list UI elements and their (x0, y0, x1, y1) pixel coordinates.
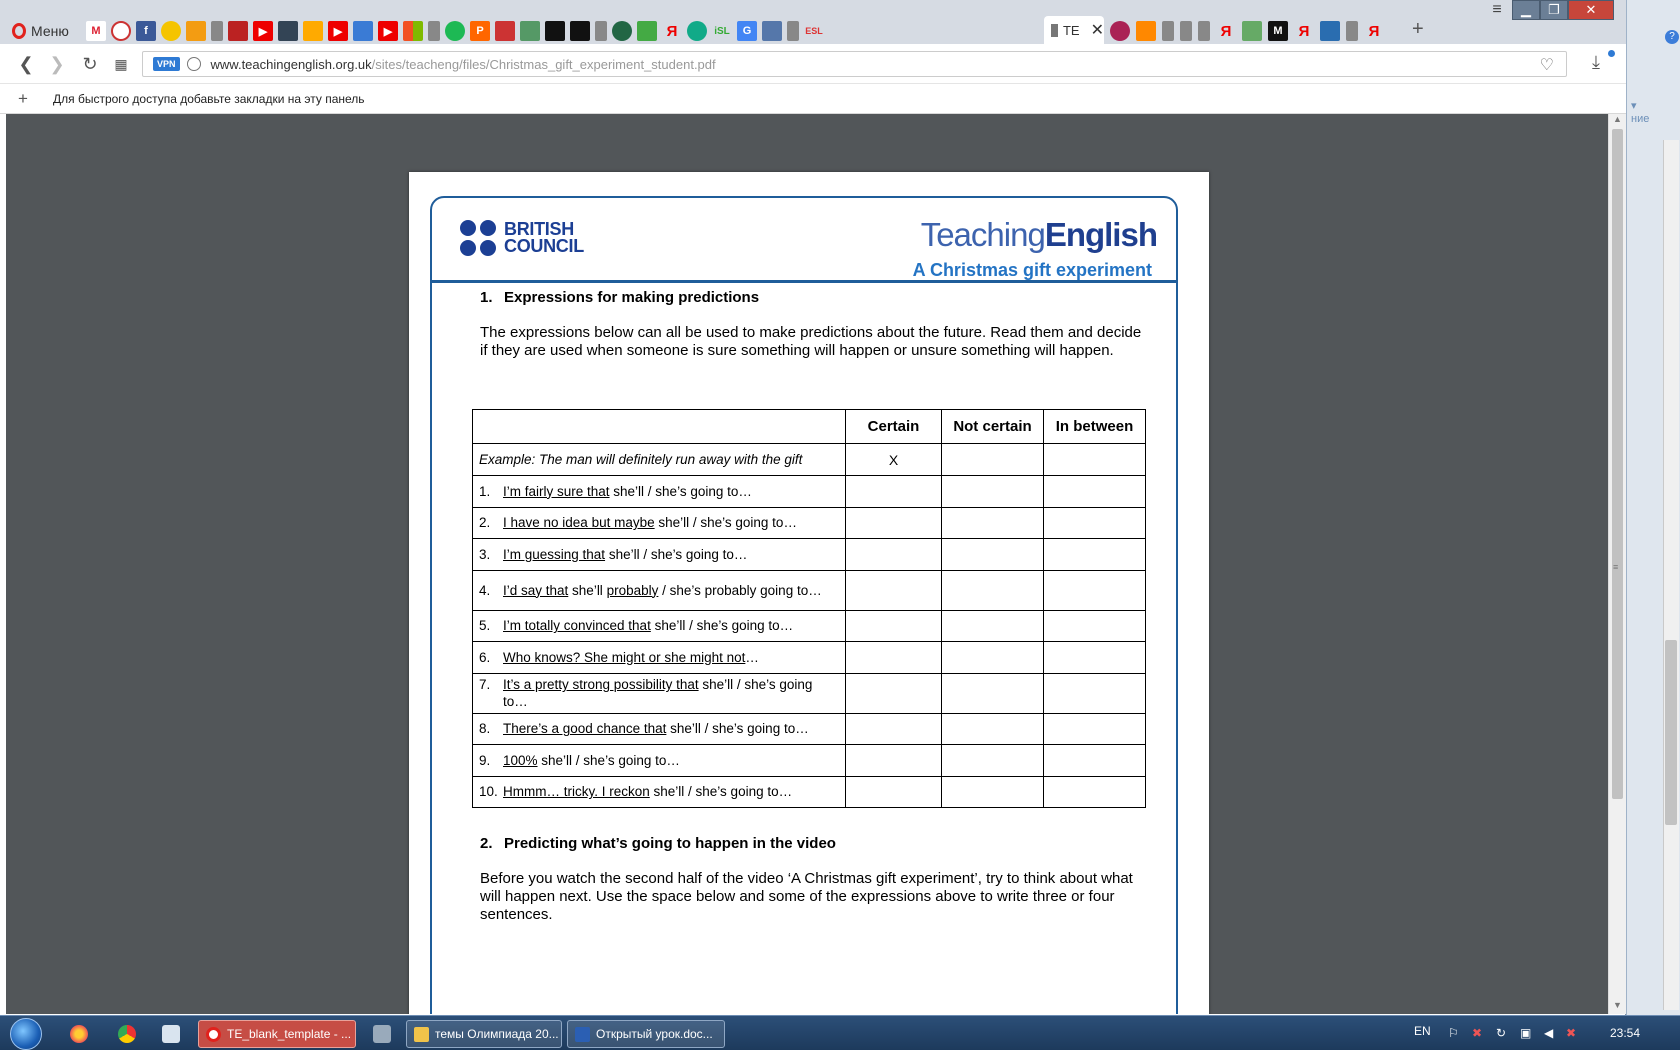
section2-heading (480, 835, 836, 852)
answer-cell (942, 713, 1044, 745)
answer-cell (846, 539, 942, 571)
tab-icon[interactable] (445, 21, 465, 41)
underlined-expression: There’s a good chance that (503, 721, 667, 737)
table-row (473, 539, 1146, 571)
title-bold: English (1044, 216, 1157, 253)
expression-cell (473, 476, 846, 508)
tab-icon[interactable] (1242, 21, 1262, 41)
item-text-part: she’ll / she’s going to… (609, 483, 752, 499)
underlined-expression: I’m fairly sure that (503, 483, 610, 499)
expression-cell (473, 507, 846, 539)
tray-icon[interactable]: ⚐ (1448, 1026, 1459, 1040)
answer-cell (846, 745, 942, 777)
item-text (503, 720, 809, 737)
mail-tab-icon[interactable] (637, 21, 657, 41)
pdf-scrollbar[interactable] (1608, 114, 1626, 1014)
minimize-button[interactable]: ▁ (1512, 0, 1540, 20)
close-window-button[interactable]: ✕ (1568, 0, 1614, 20)
tab-icon[interactable] (186, 21, 206, 41)
section2-instructions: Before you watch the second half of the video ‘A Christmas gift experiment’, try to think about what will happen next. Use the space below and some of the expressions above to write three or four sentences. (480, 870, 1133, 923)
answer-cell (1044, 713, 1146, 745)
item-text (503, 514, 797, 531)
tab-icon[interactable] (1110, 21, 1130, 41)
opera-menu-button[interactable] (12, 21, 69, 41)
item-text-part: she’ll / she’s going to… (605, 546, 748, 562)
taskbar-item-label: Открытый урок.doc... (596, 1027, 713, 1041)
word-icon (575, 1027, 590, 1042)
background-window-text: ▾ ние (1631, 100, 1650, 125)
underlined-expression: Who knows? She might or she might not (503, 649, 746, 665)
help-icon[interactable]: ? (1665, 30, 1679, 44)
opera-logo-icon (12, 23, 26, 39)
gmail-tab-icon[interactable]: M (86, 21, 106, 41)
answer-cell (1044, 507, 1146, 539)
table-body (473, 476, 1146, 808)
medium-tab-icon[interactable]: M (1268, 21, 1288, 41)
document-tab-icon[interactable] (211, 21, 223, 41)
answer-cell (846, 570, 942, 610)
answer-cell (942, 776, 1044, 808)
document-icon (1051, 24, 1058, 37)
item-text (503, 483, 752, 500)
firefox-icon[interactable] (70, 1025, 88, 1043)
answer-cell (942, 745, 1044, 777)
youtube-tab-icon[interactable]: ▶ (378, 21, 398, 41)
item-number: 1. (479, 483, 491, 499)
tab-icon[interactable] (228, 21, 248, 41)
document-tab-icon[interactable] (1162, 21, 1174, 41)
scroll-down-icon[interactable]: ▼ (1613, 1000, 1622, 1010)
brand-line1: BRITISH (504, 219, 574, 239)
answer-cell (846, 713, 942, 745)
underlined-expression: I have no idea but maybe (503, 515, 655, 531)
tray-icon[interactable]: ✖ (1472, 1026, 1483, 1040)
tray-icon[interactable]: ✖ (1566, 1026, 1577, 1040)
item-number: 3. (479, 546, 491, 562)
tab-icon[interactable]: iSL (714, 25, 730, 37)
active-tab[interactable] (1044, 16, 1104, 44)
answer-cell (1044, 539, 1146, 571)
item-number: 2. (479, 515, 491, 531)
example-mark: X (846, 444, 942, 476)
reload-button[interactable]: ↻ (82, 54, 98, 74)
tab-icon[interactable] (495, 21, 515, 41)
british-council-dots-icon (460, 220, 496, 256)
tab-icon[interactable] (1136, 21, 1156, 41)
answer-cell (1044, 745, 1146, 777)
document-subtitle: A Christmas gift experiment (912, 260, 1152, 280)
folder-icon (414, 1027, 429, 1042)
speed-dial-icon[interactable]: ▦ (114, 56, 128, 72)
table-row (473, 507, 1146, 539)
answer-cell (846, 610, 942, 642)
menu-label: Меню (31, 23, 69, 39)
answer-cell (942, 507, 1044, 539)
url-host: www.teachingenglish.org.uk (210, 56, 372, 72)
table-row (473, 673, 1146, 713)
taskbar-item-opera[interactable] (198, 1020, 356, 1048)
facebook-tab-icon[interactable]: f (136, 21, 156, 41)
maximize-button[interactable]: ❐ (1540, 0, 1568, 20)
answer-cell (1044, 476, 1146, 508)
tab-menu-icon[interactable]: ≡ (1492, 1, 1502, 18)
table-header-row (473, 410, 1146, 444)
expression-cell (473, 745, 846, 777)
url-field[interactable] (142, 51, 1567, 77)
table-row (473, 570, 1146, 610)
item-number: 9. (479, 752, 491, 768)
bookmark-heart-icon[interactable]: ♡ (1539, 57, 1554, 74)
table-row (473, 610, 1146, 642)
taskbar-item-label: темы Олимпиада 20... (435, 1027, 559, 1041)
scrollbar-thumb[interactable] (1612, 129, 1623, 799)
item-number: 5. (479, 618, 491, 634)
tab-icon[interactable] (570, 21, 590, 41)
underlined-expression: It’s a pretty strong possibility that (503, 677, 699, 692)
expression-cell (473, 610, 846, 642)
close-tab-icon[interactable]: ✕ (1090, 22, 1104, 39)
item-number: 6. (479, 649, 491, 665)
predictions-table (472, 409, 1146, 808)
item-text-part: she’ll (568, 582, 607, 598)
tab-icon[interactable] (161, 21, 181, 41)
section2-number: 2. (480, 835, 493, 852)
item-text-part: she’ll / she’s going to… (654, 515, 797, 531)
table-cell (1044, 444, 1146, 476)
item-text-part: she’ll / she’s going to… (537, 752, 680, 768)
answer-cell (1044, 610, 1146, 642)
answer-cell (942, 570, 1044, 610)
add-bookmark-icon[interactable]: + (18, 89, 28, 108)
site-info-icon[interactable] (187, 57, 201, 71)
section1-instructions: The expressions below can all be used to make predictions about the future. Read them and decide if they are used when someone is sure something will happen or unsure something will happen. (480, 324, 1142, 359)
expression-cell (473, 539, 846, 571)
google-tab-icon[interactable]: G (737, 21, 757, 41)
document-tab-icon[interactable] (595, 21, 607, 41)
underlined-expression: 100% (503, 752, 538, 768)
pdf-page (409, 172, 1209, 1014)
volume-icon[interactable]: ◀ (1544, 1026, 1554, 1040)
background-scrollbar[interactable] (1663, 140, 1679, 1010)
opera-icon (206, 1027, 221, 1042)
active-tab-title: TE (1062, 22, 1080, 38)
item-text-part: she’ll / she’s going to… (666, 721, 809, 737)
brand-line2: COUNCIL (504, 236, 584, 256)
taskbar (0, 1015, 1680, 1050)
scroll-up-icon[interactable]: ▲ (1613, 114, 1622, 124)
scroll-grip-icon: ≡ (1613, 562, 1619, 572)
youtube-tab-icon[interactable]: ▶ (328, 21, 348, 41)
tab-icon[interactable] (111, 21, 131, 41)
british-council-wordmark (504, 221, 584, 255)
explorer-icon[interactable] (162, 1025, 180, 1043)
answer-cell (846, 673, 942, 713)
expression-cell (473, 673, 846, 713)
item-text-part: she’ll / she’s going to… (503, 677, 813, 709)
url-path: /sites/teacheng/files/Christmas_gift_experiment_student.pdf (371, 56, 716, 72)
item-text-part: / she’s probably going to… (658, 582, 822, 598)
table-row (473, 476, 1146, 508)
window-controls (1482, 0, 1614, 20)
item-text-part: … (745, 649, 759, 665)
table-row-example (473, 444, 1146, 476)
forward-button[interactable]: ❯ (49, 54, 65, 74)
expression-cell (473, 570, 846, 610)
yandex-tab-icon[interactable]: Я (1368, 22, 1380, 40)
answer-cell (942, 476, 1044, 508)
new-tab-button[interactable]: + (1412, 18, 1424, 40)
answer-cell (846, 476, 942, 508)
underlined-expression: I’m totally convinced that (503, 618, 651, 634)
header-not-certain: Not certain (942, 410, 1044, 444)
item-text-part: she’ll / she’s going to… (650, 618, 794, 634)
item-text (503, 546, 747, 563)
answer-cell (942, 642, 1044, 674)
taskbar-item-label: TE_blank_template - ... (227, 1027, 352, 1041)
table-cell (942, 444, 1044, 476)
example-text: Example: The man will definitely run away with the gift (473, 444, 846, 476)
network-icon[interactable]: ▣ (1520, 1026, 1532, 1040)
bookmarks-bar (0, 84, 1626, 114)
microsoft-tab-icon[interactable] (403, 21, 423, 41)
tab-bar (0, 0, 1626, 44)
taskbar-item-folder[interactable] (406, 1020, 562, 1048)
taskbar-item-word[interactable] (567, 1020, 725, 1048)
tab-icon[interactable] (612, 21, 632, 41)
header-in-between: In between (1044, 410, 1146, 444)
section1-title: Expressions for making predictions (504, 289, 760, 306)
document-tab-icon[interactable] (428, 21, 440, 41)
item-text-part: she’ll / she’s going to… (649, 784, 793, 800)
answer-cell (942, 610, 1044, 642)
item-number: 8. (479, 721, 491, 737)
table-row (473, 713, 1146, 745)
answer-cell (942, 673, 1044, 713)
section1-heading (480, 289, 759, 306)
expression-cell (473, 713, 846, 745)
answer-cell (846, 507, 942, 539)
answer-cell (1044, 570, 1146, 610)
vpn-badge[interactable]: VPN (153, 57, 180, 71)
item-number: 4. (479, 582, 491, 598)
tab-icon[interactable] (687, 21, 707, 41)
table-row (473, 642, 1146, 674)
url-text (211, 57, 716, 72)
background-scrollbar-thumb[interactable] (1665, 640, 1677, 825)
answer-cell (1044, 642, 1146, 674)
yandex-tab-icon[interactable]: Я (1298, 22, 1310, 40)
table-row (473, 776, 1146, 808)
answer-cell (1044, 776, 1146, 808)
section1-number: 1. (480, 289, 493, 306)
tab-icon[interactable] (278, 21, 298, 41)
address-bar (0, 44, 1626, 84)
language-indicator[interactable]: EN (1414, 1024, 1431, 1038)
yandex-tab-icon[interactable]: Я (1220, 22, 1232, 40)
tab-icon[interactable]: ESL (805, 26, 823, 36)
item-text (503, 582, 822, 599)
item-number: 7. (479, 677, 491, 692)
clock[interactable]: 23:54 (1610, 1026, 1641, 1040)
download-icon[interactable]: ⤓ (1592, 52, 1600, 72)
document-tab-icon[interactable] (1180, 21, 1192, 41)
table-row (473, 745, 1146, 777)
tab-icon[interactable] (762, 21, 782, 41)
header-certain: Certain (846, 410, 942, 444)
chrome-icon[interactable] (118, 1025, 136, 1043)
background-window-edge (1626, 0, 1680, 1015)
underlined-expression: I’d say that (503, 582, 569, 598)
download-indicator (1608, 50, 1615, 57)
expression-cell (473, 776, 846, 808)
answer-cell (1044, 673, 1146, 713)
item-text (503, 752, 680, 769)
underlined-expression: Hmmm… tricky. I reckon (503, 784, 650, 800)
item-text (503, 617, 793, 634)
start-button[interactable] (10, 1018, 42, 1050)
back-button[interactable]: ❮ (18, 54, 34, 74)
document-tab-icon[interactable] (787, 21, 799, 41)
tab-icon[interactable] (353, 21, 373, 41)
underlined-expression: probably (606, 582, 659, 598)
expression-cell (473, 642, 846, 674)
title-light: Teaching (920, 216, 1045, 253)
youtube-tab-icon[interactable]: ▶ (253, 21, 273, 41)
tab-icon[interactable] (303, 21, 323, 41)
tab-icon[interactable] (545, 21, 565, 41)
british-council-logo (460, 220, 584, 256)
document-tab-icon[interactable] (1346, 21, 1358, 41)
answer-cell (942, 539, 1044, 571)
header-cell-blank (473, 410, 846, 444)
item-text (503, 649, 759, 666)
tab-icon[interactable] (520, 21, 540, 41)
document-tab-icon[interactable] (1198, 21, 1210, 41)
tray-icon[interactable]: ↻ (1496, 1026, 1507, 1040)
item-text (503, 676, 839, 710)
more-tabs (1110, 21, 1384, 41)
archive-icon[interactable] (373, 1025, 391, 1043)
item-number: 10. (479, 784, 498, 800)
teachingenglish-logo (921, 216, 1157, 254)
answer-cell (846, 776, 942, 808)
bookmarks-hint: Для быстрого доступа добавьте закладки на эту панель (53, 92, 365, 106)
underlined-expression: I’m guessing that (503, 546, 606, 562)
section2-title: Predicting what’s going to happen in the video (504, 835, 836, 852)
pdf-viewer[interactable] (6, 114, 1608, 1014)
item-text (503, 783, 792, 800)
pinned-tabs (86, 21, 824, 41)
yandex-tab-icon[interactable]: Я (666, 22, 678, 40)
tab-icon[interactable] (1320, 21, 1340, 41)
tab-icon[interactable]: P (470, 21, 490, 41)
answer-cell (846, 642, 942, 674)
